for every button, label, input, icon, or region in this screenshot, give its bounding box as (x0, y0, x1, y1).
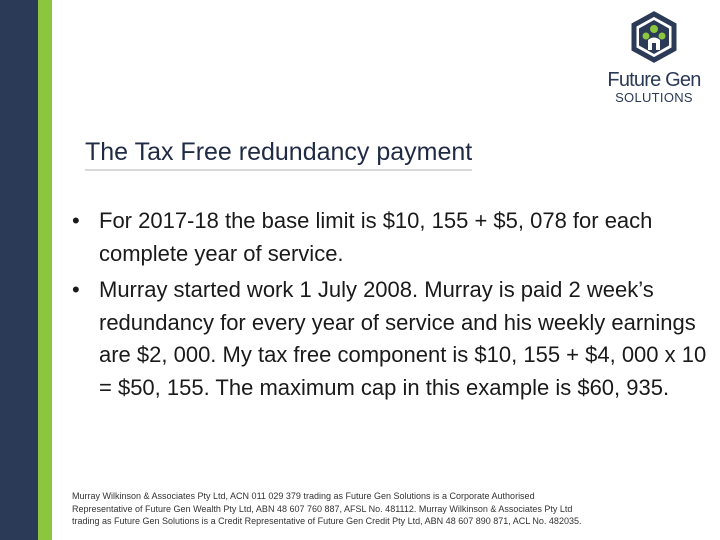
bullet-text: Murray started work 1 July 2008. Murray is paid 2 week’s redundancy for every year of service and his weekly earnings are $2, 000. My tax free component is $10, 155 + $4, 000 x 10 = $50, 155. The maximum cap in this example is $60, 935. (99, 277, 707, 400)
bullet-glyph: • (72, 208, 80, 233)
logo-word-solutions: SOLUTIONS (615, 90, 693, 105)
future-gen-logo (598, 10, 710, 110)
footer-line: Representative of Future Gen Wealth Pty Ltd, ABN 48 607 760 887, AFSL No. 481112. Murray Wilkinson & Associates Pty Ltd (72, 503, 573, 514)
bullet-item (72, 205, 712, 270)
bullet-text: For 2017-18 the base limit is $10, 155 + $5, 078 for each complete year of service. (99, 208, 653, 266)
bullet-list (72, 205, 712, 408)
bullet-glyph: • (72, 277, 80, 302)
footer-line: Murray Wilkinson & Associates Pty Ltd, ACN 011 029 379 trading as Future Gen Solutions is a Corporate Authorised (72, 491, 535, 501)
sidebar-green-band (38, 0, 52, 540)
footer-disclaimer (72, 490, 712, 528)
footer-line: trading as Future Gen Solutions is a Credit Representative of Future Gen Credit Pty Ltd, ABN 48 607 890 871, ACL No. 482035. (72, 516, 582, 526)
slide-title: The Tax Free redundancy payment (85, 138, 472, 171)
sidebar-navy-band (0, 0, 38, 540)
logo-word-future-gen: Future Gen (607, 69, 701, 91)
hexagon-people-logo-icon (626, 10, 682, 66)
bullet-item (72, 274, 712, 404)
